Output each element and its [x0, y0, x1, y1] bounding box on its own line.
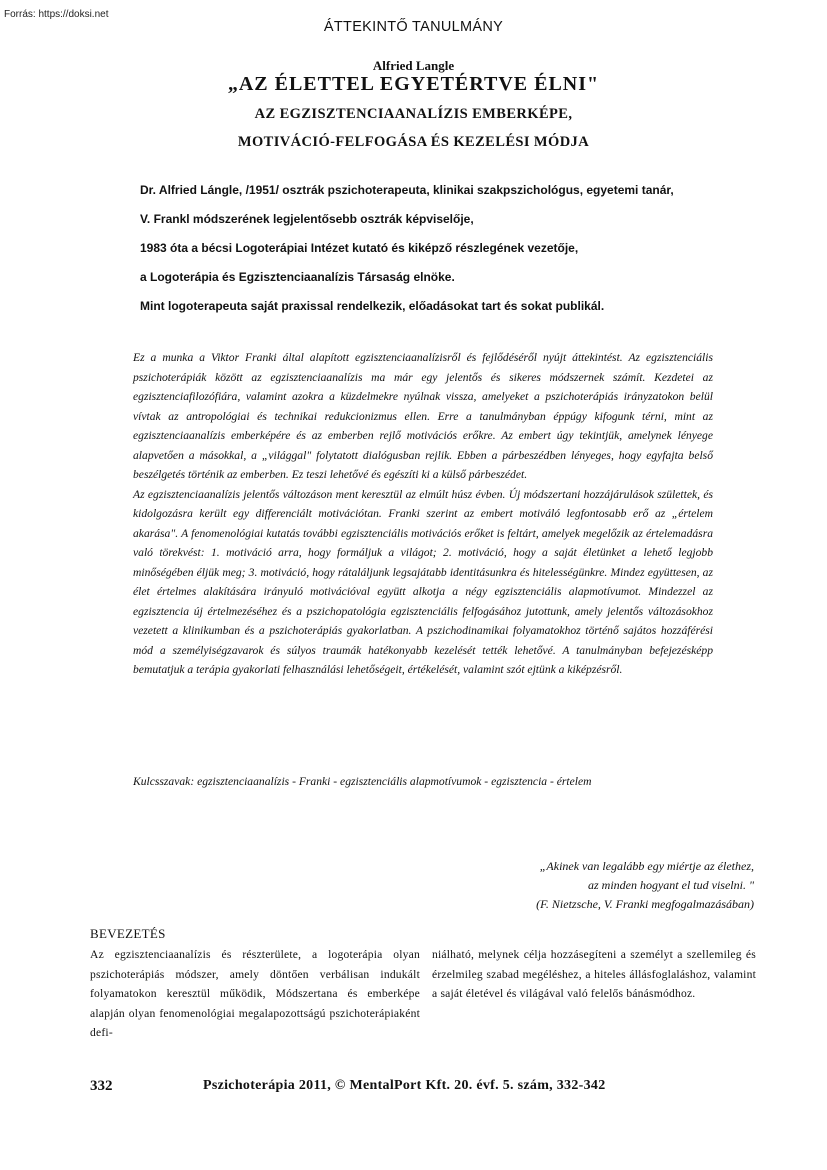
- article-title: „AZ ÉLETTEL EGYETÉRTVE ÉLNI": [227, 73, 600, 95]
- bio-line: a Logoterápia és Egzisztenciaanalízis Társaság elnöke.: [140, 270, 455, 284]
- abstract-paragraph-2: Az egzisztenciaanalízis jelentős változáson ment keresztül az elmúlt húsz évben. Új módszertani hozzájárulások születtek, és kidolgozásra került egy differenciált motivációtan. Franki szerint az embert motiváló legfontosabb erő az „értelem akarása". A fenomenológiai kutatás további egzisztenciális motivációs erőket is feltárt, amelyek megelőzik az értelemadásra való törekvést: 1. motiváció arra, hogy formáljuk a világot; 2. motiváció, hogy a saját életünket a lehető legjobb minőségében éljük meg; 3. motiváció, hogy rátaláljunk legsajátabb identitásunkra és hitelességünkre. Mindez együttesen, az élet értelmes alakítására irányuló motivációval együtt alkotja a négy egzisztenciális alapmotívumot. Mindezzel az egzisztencia új értelmezéséhez és a pszichopatológia egzisztenciális felfogásához jutottunk, amely jelentős változásokhoz vezetett a klinikumban és a pszichoterápiás gyakorlatban. A pszichodinamikai folyamatokhoz történő sajátos hozzáférési mód a személyiségzavarok és súlyos traumák hatékonyabb kezelését tették lehetővé. A tanulmányban befejezésképp bemutatjuk a terápia gyakorlati felhasználási lehetőségeit, értékelését, valamint szót ejtünk a kiképzésről.: [133, 487, 713, 676]
- abstract-paragraph-1: Ez a munka a Viktor Franki által alapított egzisztenciaanalízisről és fejlődéséről nyújt áttekintést. Az egzisztenciális pszichoterápiák között az egzisztenciaanalízis ma már egy jelentős és sikeres módszernek számít. Kezdetei az egzisztenciafilozófiára, valamint azokra a küzdelmekre nyúlnak vissza, amelyeket a pszichoterápiás irányzatokon belül vívtak az antropológiai és technikai redukcionizmus ellen. Erre a tanulmányban éppúgy kifogunk térni, mint az egzisztenciaanalízis emberképére és az emberben rejlő motivációs erőkre. Az embert úgy tekintjük, amelynek lényege alapvetően a másokkal, a „világgal" folytatott dialógusban rejlik. Ebben a párbeszédben lényeges, hogy egyfajta belső beszélgetés történik az emberben. Ez teszi lehetővé és egészíti ki a külső párbeszédet.: [133, 351, 713, 481]
- epigraph-line-2: az minden hogyant el tud viselni. ": [587, 878, 754, 892]
- epigraph-attribution: (F. Nietzsche, V. Franki megfogalmazásában): [536, 897, 754, 911]
- footer-citation: Pszichoterápia 2011, © MentalPort Kft. 20. évf. 5. szám, 332-342: [203, 1078, 606, 1093]
- bio-line: V. Frankl módszerének legjelentősebb osztrák képviselője,: [140, 212, 474, 226]
- article-subtitle-line-2: MOTIVÁCIÓ-FELFOGÁSA ÉS KEZELÉSI MÓDJA: [237, 134, 590, 150]
- source-note: Forrás: https://doksi.net: [4, 9, 109, 20]
- abstract: [133, 348, 713, 680]
- epigraph: [430, 857, 754, 914]
- bio-line: Mint logoterapeuta saját praxissal rendelkezik, előadásokat tart és sokat publikál.: [140, 299, 605, 313]
- keywords: Kulcsszavak: egzisztenciaanalízis - Franki - egzisztenciális alapmotívumok - egzisztencia - értelem: [133, 775, 592, 788]
- section-label: ÁTTEKINTŐ TANULMÁNY: [323, 19, 504, 35]
- intro-column-2: niálható, melynek célja hozzásegíteni a személyt a szellemileg és érzelmileg szabad megéléshez, a hiteles állásfoglaláshoz, valamint a saját életével és világával való felelős bánásmódhoz.: [432, 948, 756, 1000]
- author-name: Alfried Langle: [372, 58, 455, 73]
- page-number: 332: [90, 1078, 113, 1094]
- article-subtitle-line-1: AZ EGZISZTENCIAANALÍZIS EMBERKÉPE,: [254, 106, 573, 122]
- intro-heading: BEVEZETÉS: [90, 926, 166, 941]
- author-bio: [140, 182, 790, 327]
- intro-column-1: Az egzisztenciaanalízis és részterülete, a logoterápia olyan pszichoterápiás módszer, amely döntően verbálisan indukált folyamatokon keresztül működik, Módszertana és emberképe alapján olyan fenomenológiai megalapozottságú pszichoterápiaként defi-: [90, 948, 420, 1039]
- bio-line: 1983 óta a bécsi Logoterápiai Intézet kutató és kiképző részlegének vezetője,: [140, 241, 579, 255]
- epigraph-line-1: „Akinek van legalább egy miértje az élethez,: [539, 859, 754, 873]
- bio-line: Dr. Alfried Lángle, /1951/ osztrák pszichoterapeuta, klinikai szakpszichológus, egyetemi tanár,: [140, 183, 674, 197]
